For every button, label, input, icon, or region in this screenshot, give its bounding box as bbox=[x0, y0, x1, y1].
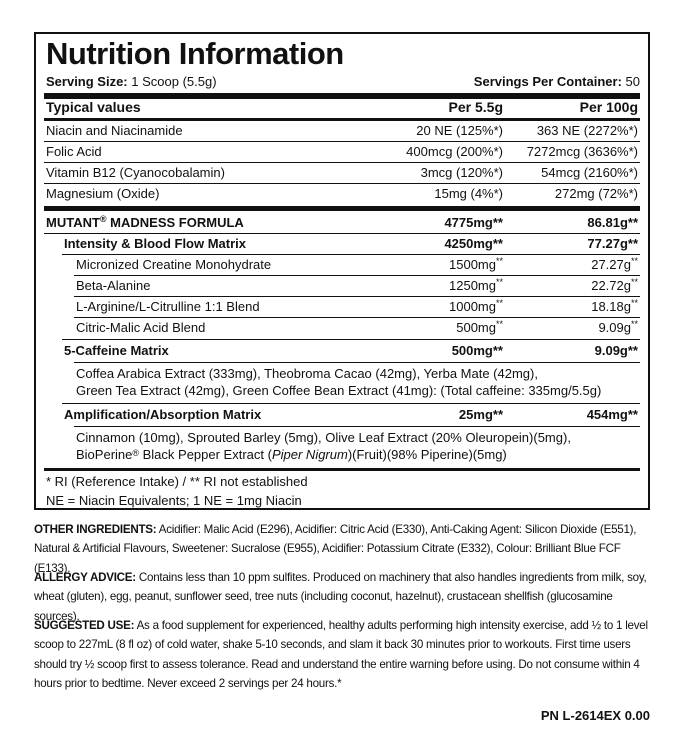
serving-line bbox=[46, 74, 640, 89]
table-row: Citric-Malic Acid Blend 500mg** 9.09g** bbox=[76, 319, 638, 335]
table-row: Beta-Alanine 1250mg** 22.72g** bbox=[76, 277, 638, 293]
header-row: Typical values Per 5.5g Per 100g bbox=[46, 99, 638, 115]
matrix-row: 5-Caffeine Matrix 500mg** 9.09g** bbox=[64, 343, 638, 358]
thick-rule bbox=[44, 206, 640, 211]
footnotes: * RI (Reference Intake) / ** RI not established NE = Niacin Equivalents; 1 NE = 1mg Niacin bbox=[46, 474, 308, 508]
formula-row: MUTANT® MADNESS FORMULA 4775mg** 86.81g** bbox=[46, 214, 638, 230]
matrix-row: Amplification/Absorption Matrix 25mg** 454mg** bbox=[64, 407, 638, 422]
part-number: PN L-2614EX 0.00 bbox=[540, 708, 650, 723]
serving-size: Serving Size: 1 Scoop (5.5g) bbox=[46, 74, 217, 89]
table-row: Micronized Creatine Monohydrate 1500mg** 27.27g** bbox=[76, 256, 638, 272]
matrix-row: Intensity & Blood Flow Matrix 4250mg** 77.27g** bbox=[64, 236, 638, 251]
absorption-matrix-ingredients: Cinnamon (10mg), Sprouted Barley (5mg), Olive Leaf Extract (20% Oleuropein)(5mg), BioPerine® Black Pepper Extract (Piper Nigrum)(Fruit)(98% Piperine)(5mg) bbox=[76, 430, 571, 462]
table-row: L-Arginine/L-Citrulline 1:1 Blend 1000mg** 18.18g** bbox=[76, 298, 638, 314]
servings-per-container: Servings Per Container: 50 bbox=[473, 74, 640, 89]
table-row: Folic Acid 400mcg (200%*) 7272mcg (3636%*) bbox=[46, 144, 638, 159]
table-row: Vitamin B12 (Cyanocobalamin) 3mcg (120%*) 54mcg (2160%*) bbox=[46, 165, 638, 180]
suggested-use: SUGGESTED USE: As a food supplement for experienced, healthy adults performing high intensity exercise, add ½ to 1 level scoop to 227mL (8 fl oz) of cold water, shake 5-10 seconds, and slam it back 30 minutes prior to workouts. First time users should try ½ scoop first to assess tolerance. Read and understand the entire warning before using. Do not consume within 4 hours prior to bedtime. Never exceed 2 servings per 24 hours.* bbox=[34, 619, 648, 691]
table-row: Magnesium (Oxide) 15mg (4%*) 272mg (72%*) bbox=[46, 186, 638, 201]
footnote-rule bbox=[44, 468, 640, 471]
panel-title: Nutrition Information bbox=[46, 36, 344, 71]
nutrition-panel bbox=[34, 32, 650, 510]
other-ingredients: OTHER INGREDIENTS: Acidifier: Malic Acid (E296), Acidifier: Citric Acid (E330), Anti-Caking Agent: Silicon Dioxide (E551), Natural & Artificial Flavours, Sweetener: Sucralose (E955), Acidifier: Potassium Citrate (E332), Colour: Brilliant Blue FCF (E133). bbox=[34, 523, 637, 575]
table-row: Niacin and Niacinamide 20 NE (125%*) 363 NE (2272%*) bbox=[46, 123, 638, 138]
caffeine-matrix-ingredients: Coffea Arabica Extract (333mg), Theobroma Cacao (42mg), Yerba Mate (42mg), Green Tea Extract (42mg), Green Coffee Bean Extract (41mg): (Total caffeine: 335mg/5.5g) bbox=[76, 366, 602, 398]
allergy-advice: ALLERGY ADVICE: Contains less than 10 ppm sulfites. Produced on machinery that also handles ingredients from milk, soy, wheat (gluten), egg, peanut, sunflower seed, tree nuts (including coconut, hazelnut), crustacean shellfish (glucosamine sources). bbox=[34, 571, 647, 623]
